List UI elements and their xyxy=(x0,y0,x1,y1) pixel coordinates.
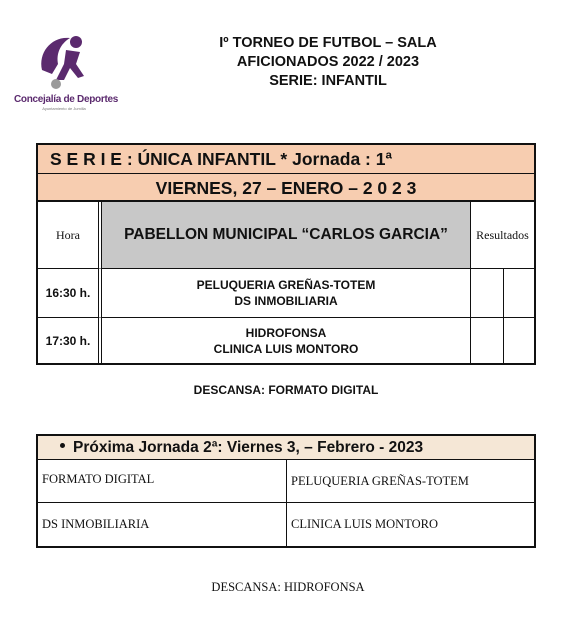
venue-header: PABELLON MUNICIPAL “CARLOS GARCIA” xyxy=(102,202,471,269)
rest-team-text: DESCANSA: FORMATO DIGITAL xyxy=(193,383,379,397)
concejalia-logo xyxy=(14,30,118,112)
next-round-title: Próxima Jornada 2ª: Viernes 3, – Febrero - 2023 xyxy=(73,439,424,456)
header-line-3: SERIE: INFANTIL xyxy=(269,73,387,89)
match-2-result-away xyxy=(504,318,534,363)
next-rest-team-text: DESCANSA: HIDROFONSA xyxy=(211,580,365,594)
match-2-time: 17:30 h. xyxy=(38,318,102,363)
next-match-1-home: FORMATO DIGITAL xyxy=(38,460,287,503)
match-2-team-1: HIDROFONSA xyxy=(245,325,327,340)
date-row: VIERNES, 27 – ENERO – 2 0 2 3 xyxy=(38,174,534,202)
header-line-2: AFICIONADOS 2022 / 2023 xyxy=(236,54,420,70)
resultados-header: Resultados xyxy=(471,202,534,269)
logo-name: Concejalía de Deportes xyxy=(14,94,118,105)
match-1-teams xyxy=(102,269,471,318)
match-1-result-home xyxy=(471,269,504,318)
serie-row: S E R I E : ÚNICA INFANTIL * Jornada : 1ª xyxy=(38,145,534,174)
next-match-2-away: CLINICA LUIS MONTORO xyxy=(291,517,438,531)
match-2-team-2: CLINICA LUIS MONTORO xyxy=(213,341,359,356)
schedule-table xyxy=(36,143,536,365)
footballer-logo-icon xyxy=(36,30,90,90)
header-line-1: Iº TORNEO DE FUTBOL – SALA xyxy=(219,35,437,51)
bullet-icon xyxy=(60,443,65,448)
tournament-header xyxy=(150,34,506,91)
next-round-table xyxy=(36,434,536,548)
match-1-team-2: DS INMOBILIARIA xyxy=(234,294,338,308)
match-1-team-1: PELUQUERIA GREÑAS-TOTEM xyxy=(196,278,376,292)
next-match-1-away: PELUQUERIA GREÑAS-TOTEM xyxy=(287,460,534,503)
match-2-teams xyxy=(102,318,471,363)
next-round-header xyxy=(38,436,534,460)
next-match-2-home: DS INMOBILIARIA xyxy=(38,503,287,546)
match-1-result-away xyxy=(504,269,534,318)
logo-subtitle: Ayuntamiento de Jumilla xyxy=(42,106,86,111)
hora-header: Hora xyxy=(38,202,102,269)
match-2-result-home xyxy=(471,318,504,363)
match-1-time: 16:30 h. xyxy=(38,269,102,318)
